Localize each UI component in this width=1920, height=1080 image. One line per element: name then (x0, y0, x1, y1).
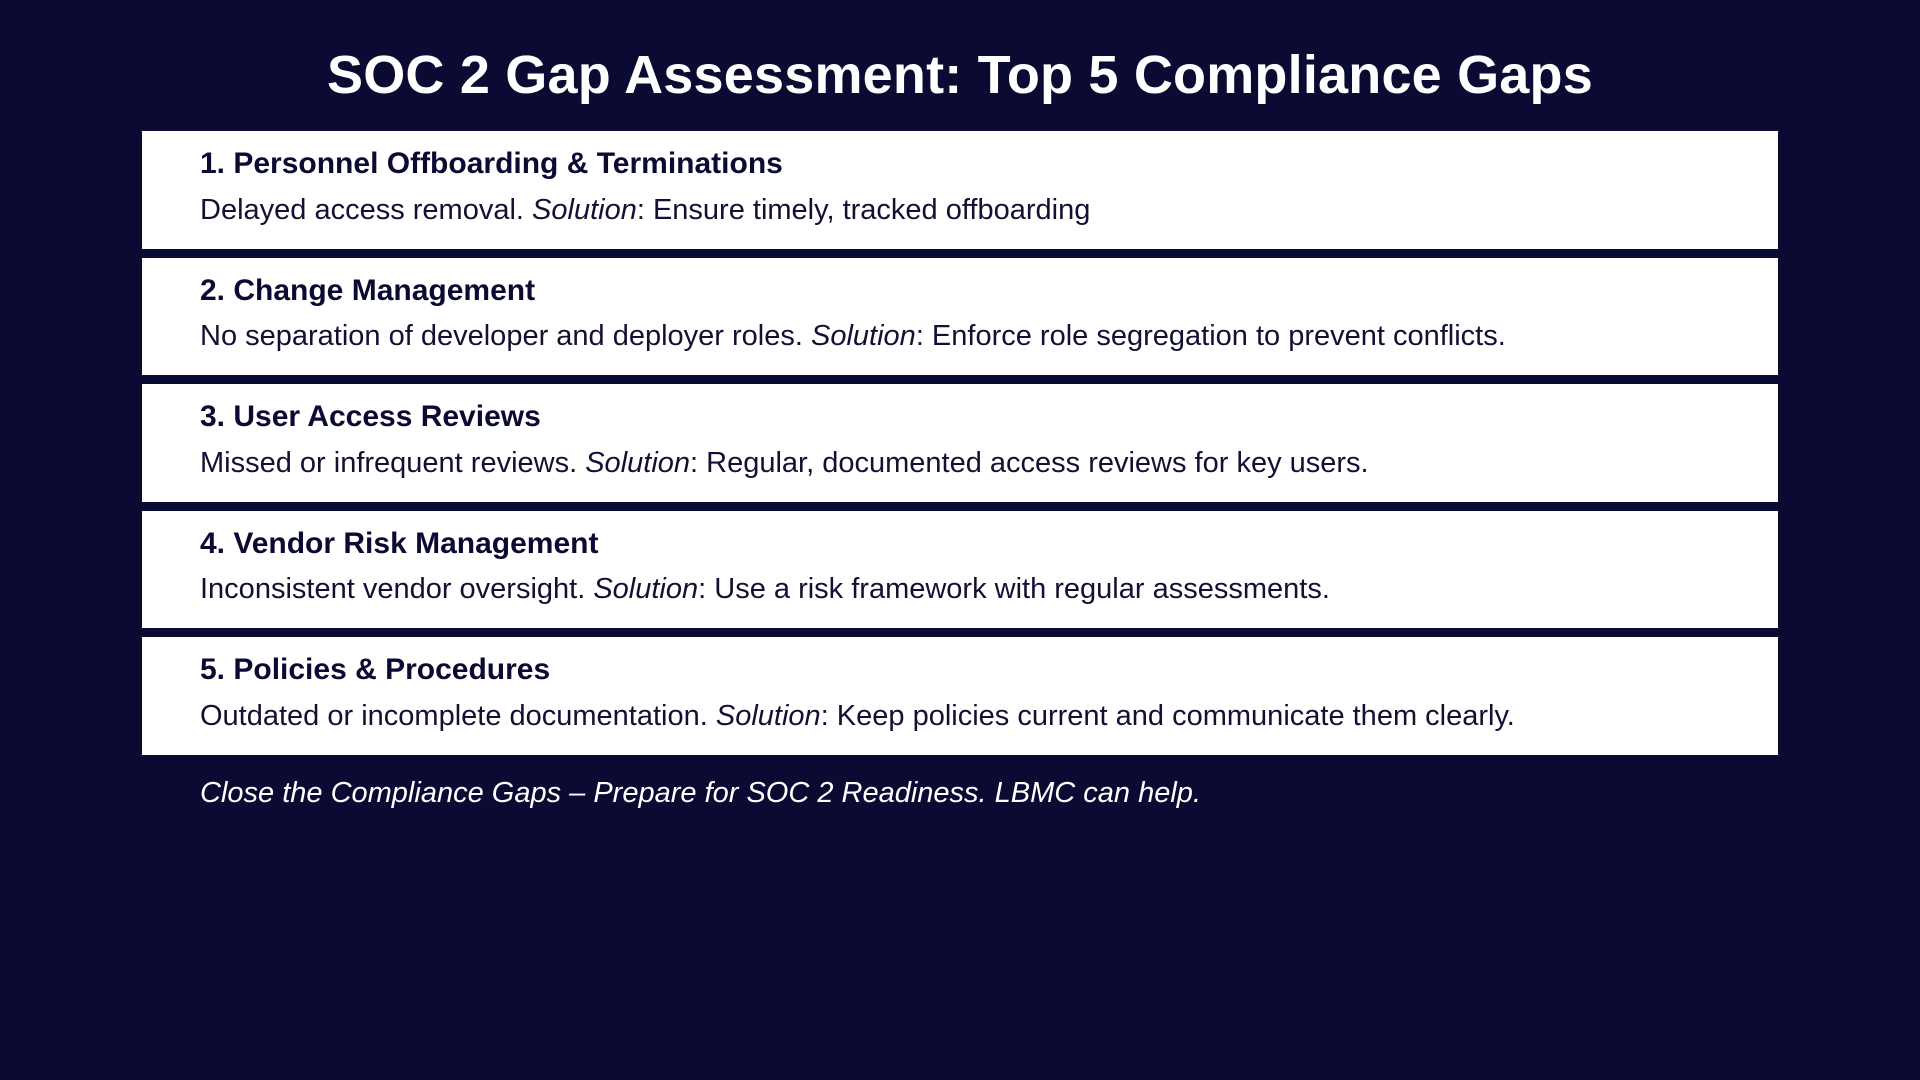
gap-solution-label: Solution (585, 446, 691, 479)
gap-problem: Delayed access removal. (200, 193, 533, 226)
gap-description (200, 441, 1744, 486)
list-item (142, 131, 1778, 248)
gap-problem: No separation of developer and deployer roles. (200, 320, 811, 353)
gap-solution-label: Solution (811, 320, 916, 353)
list-item (142, 258, 1778, 375)
call-to-action: Close the Compliance Gaps – Prepare for SOC 2 Readiness. LBMC can help. (200, 776, 1201, 809)
gap-title: 2. Change Management (200, 273, 536, 307)
gap-description (200, 314, 1744, 359)
gap-solution: : Enforce role segregation to prevent conflicts. (915, 320, 1506, 353)
gap-title: 5. Policies & Procedures (200, 653, 551, 687)
gap-solution: : Use a risk framework with regular assessments. (698, 573, 1330, 606)
gap-problem: Inconsistent vendor oversight. (200, 573, 594, 606)
gap-solution: : Keep policies current and communicate them clearly. (820, 699, 1515, 732)
list-item (142, 511, 1778, 628)
page-title: SOC 2 Gap Assessment: Top 5 Compliance Gaps (327, 45, 1593, 105)
gap-description (200, 188, 1744, 233)
gap-list (142, 131, 1778, 754)
gap-solution-label: Solution (593, 573, 699, 606)
gap-description (200, 694, 1744, 739)
list-item (142, 384, 1778, 501)
gap-title: 4. Vendor Risk Management (200, 526, 599, 560)
gap-solution: : Ensure timely, tracked offboarding (636, 193, 1091, 226)
gap-description (200, 567, 1744, 612)
gap-solution: : Regular, documented access reviews for key users. (690, 446, 1369, 479)
gap-solution-label: Solution (715, 699, 821, 732)
gap-problem: Missed or infrequent reviews. (200, 446, 586, 479)
gap-problem: Outdated or incomplete documentation. (200, 699, 716, 732)
gap-title: 3. User Access Reviews (200, 400, 541, 434)
gap-title: 1. Personnel Offboarding & Terminations (200, 147, 783, 181)
gap-solution-label: Solution (532, 193, 637, 226)
list-item (142, 637, 1778, 754)
